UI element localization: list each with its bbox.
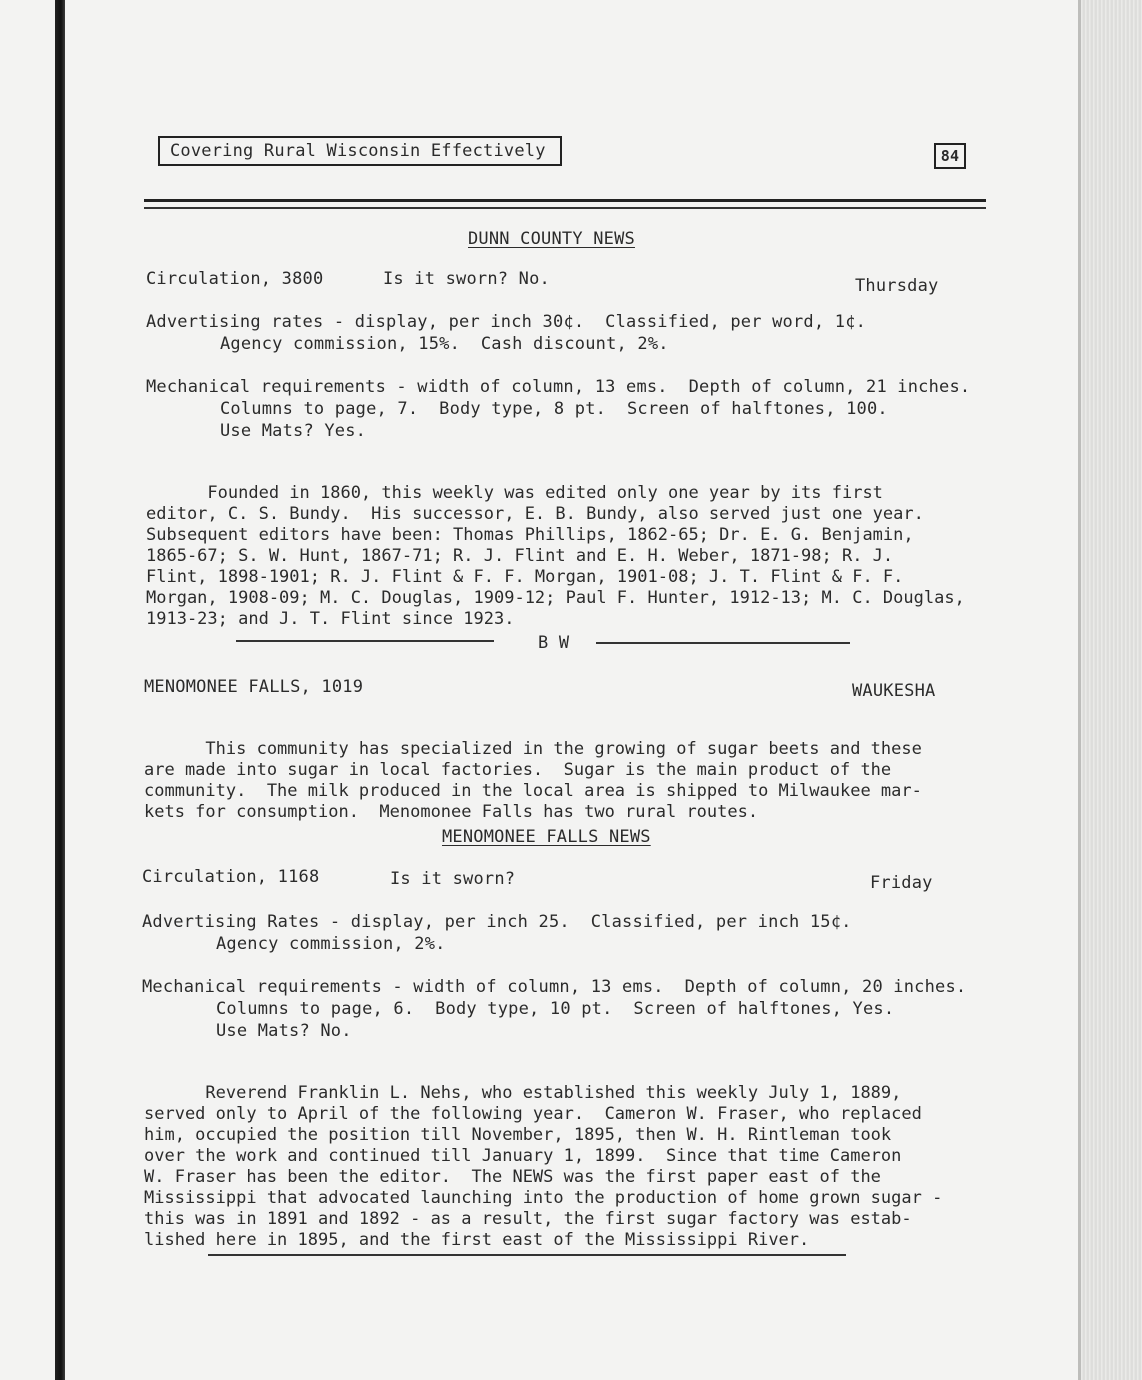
history-dunn	[146, 462, 965, 651]
history-menomonee-line: W. Fraser has been the editor. The NEWS was the first paper east of the	[144, 1167, 881, 1187]
history-dunn-line: editor, C. S. Bundy. His successor, E. B. Bundy, also served just one year.	[146, 504, 924, 524]
history-dunn-line: Founded in 1860, this weekly was edited only one year by its first	[146, 483, 883, 503]
history-menomonee-line: served only to April of the following year. Cameron W. Fraser, who replaced	[144, 1104, 922, 1124]
mech-dunn-1: Mechanical requirements - width of column, 13 ems. Depth of column, 21 inches.	[146, 377, 971, 397]
day-dunn: Thursday	[855, 276, 939, 296]
agency-dunn: Agency commission, 15%. Cash discount, 2%.	[220, 334, 669, 354]
header-title: Covering Rural Wisconsin Effectively	[158, 136, 562, 166]
header-rule-top	[144, 199, 986, 202]
divider-right	[596, 642, 850, 644]
history-dunn-line: Flint, 1898-1901; R. J. Flint & F. F. Morgan, 1901-08; J. T. Flint & F. F.	[146, 567, 904, 587]
mech-dunn-3: Use Mats? Yes.	[220, 421, 367, 441]
history-menomonee-line: Reverend Franklin L. Nehs, who established this weekly July 1, 1889,	[144, 1083, 902, 1103]
mech-menomonee-3: Use Mats? No.	[216, 1021, 352, 1041]
divider-initials: B W	[538, 633, 570, 653]
county-heading: WAUKESHA	[852, 681, 936, 701]
circulation-dunn: Circulation, 3800	[146, 269, 324, 289]
mech-dunn-2: Columns to page, 7. Body type, 8 pt. Screen of halftones, 100.	[220, 399, 888, 419]
history-menomonee-line: Mississippi that advocated launching into the production of home grown sugar -	[144, 1188, 943, 1208]
community-line: This community has specialized in the growing of sugar beets and these	[144, 739, 922, 759]
sworn-menomonee: Is it sworn?	[390, 869, 516, 889]
history-menomonee-line: over the work and continued till January 1, 1899. Since that time Cameron	[144, 1146, 902, 1166]
community-line: are made into sugar in local factories. Sugar is the main product of the	[144, 760, 892, 780]
history-dunn-line: Morgan, 1908-09; M. C. Douglas, 1909-12; Paul F. Hunter, 1912-13; M. C. Douglas,	[146, 588, 965, 608]
agency-menomonee: Agency commission, 2%.	[216, 934, 446, 954]
ad-rates-dunn: Advertising rates - display, per inch 30¢. Classified, per word, 1¢.	[146, 312, 867, 332]
history-menomonee	[144, 1062, 942, 1272]
community-line: community. The milk produced in the local area is shipped to Milwaukee mar-	[144, 781, 922, 801]
ad-rates-menomonee: Advertising Rates - display, per inch 25. Classified, per inch 15¢.	[142, 912, 852, 932]
day-menomonee: Friday	[870, 873, 933, 893]
circulation-menomonee: Circulation, 1168	[142, 867, 320, 887]
page-number: 84	[934, 143, 966, 169]
divider-left	[236, 640, 494, 642]
paper-title-dunn: DUNN COUNTY NEWS	[468, 229, 635, 249]
history-dunn-line: 1913-23; and J. T. Flint since 1923.	[146, 609, 515, 629]
header-rule-bottom	[144, 207, 986, 209]
town-heading: MENOMONEE FALLS, 1019	[144, 677, 364, 697]
history-dunn-line: Subsequent editors have been: Thomas Phillips, 1862-65; Dr. E. G. Benjamin,	[146, 525, 914, 545]
paper-title-menomonee: MENOMONEE FALLS NEWS	[442, 827, 651, 847]
history-menomonee-line: lished here in 1895, and the first east of the Mississippi River.	[144, 1230, 810, 1250]
book-binding-edge	[55, 0, 65, 1380]
history-menomonee-line: this was in 1891 and 1892 - as a result, the first sugar factory was estab-	[144, 1209, 912, 1229]
history-dunn-line: 1865-67; S. W. Hunt, 1867-71; R. J. Flint and E. H. Weber, 1871-98; R. J.	[146, 546, 894, 566]
mech-menomonee-2: Columns to page, 6. Body type, 10 pt. Screen of halftones, Yes.	[216, 999, 895, 1019]
footer-rule	[208, 1254, 846, 1256]
sworn-dunn: Is it sworn? No.	[383, 269, 550, 289]
history-menomonee-line: him, occupied the position till November, 1895, then W. H. Rintleman took	[144, 1125, 892, 1145]
community-line: kets for consumption. Menomonee Falls has two rural routes.	[144, 802, 759, 822]
page-stack-edge	[1078, 0, 1142, 1380]
mech-menomonee-1: Mechanical requirements - width of column, 13 ems. Depth of column, 20 inches.	[142, 977, 967, 997]
